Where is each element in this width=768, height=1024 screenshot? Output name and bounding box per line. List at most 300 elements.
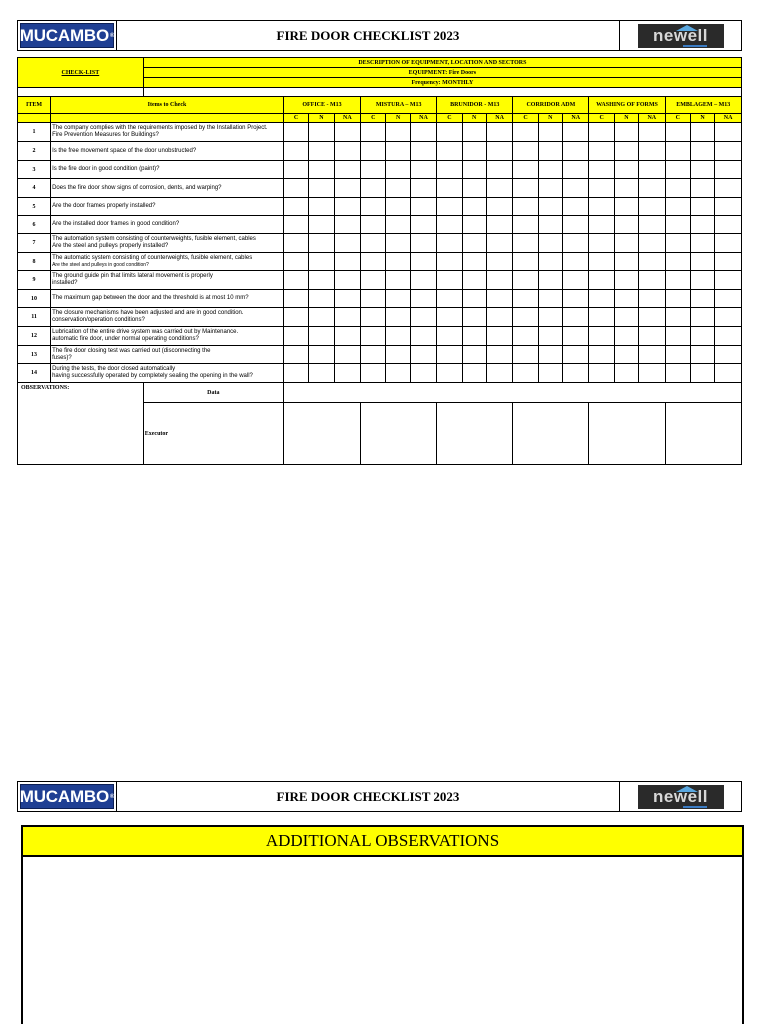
check-cell[interactable] <box>486 253 512 271</box>
check-cell[interactable] <box>309 308 334 327</box>
check-cell[interactable] <box>437 179 462 198</box>
check-cell[interactable] <box>589 290 614 308</box>
check-cell[interactable] <box>486 179 512 198</box>
check-cell[interactable] <box>665 234 690 253</box>
check-cell[interactable] <box>486 364 512 383</box>
check-cell[interactable] <box>437 346 462 364</box>
check-cell[interactable] <box>589 364 614 383</box>
check-cell[interactable] <box>690 142 714 161</box>
check-cell[interactable] <box>361 216 386 234</box>
observations-label: OBSERVATIONS: <box>18 383 144 465</box>
check-cell[interactable] <box>562 216 588 234</box>
check-cell[interactable] <box>334 308 360 327</box>
check-cell[interactable] <box>665 271 690 290</box>
check-cell[interactable] <box>462 271 486 290</box>
check-cell[interactable] <box>614 364 638 383</box>
check-cell[interactable] <box>361 198 386 216</box>
check-cell[interactable] <box>486 290 512 308</box>
check-cell[interactable] <box>639 161 665 179</box>
check-cell[interactable] <box>665 123 690 142</box>
check-cell[interactable] <box>462 308 486 327</box>
check-cell[interactable] <box>715 290 742 308</box>
check-cell[interactable] <box>538 253 562 271</box>
check-cell[interactable] <box>639 271 665 290</box>
check-cell[interactable] <box>690 179 714 198</box>
executor-signature-field[interactable] <box>361 403 437 465</box>
question-line-2: Is the fire door in good condition (paint)? <box>52 166 160 172</box>
check-cell[interactable] <box>283 327 308 346</box>
check-cell[interactable] <box>486 327 512 346</box>
question-line-2: Does the fire door show signs of corrosion, dents, and warping? <box>52 184 222 191</box>
check-cell[interactable] <box>283 161 308 179</box>
check-cell[interactable] <box>639 308 665 327</box>
check-cell[interactable] <box>690 123 714 142</box>
check-cell[interactable] <box>715 364 742 383</box>
status-label: N <box>690 114 714 123</box>
check-cell[interactable] <box>486 308 512 327</box>
check-cell[interactable] <box>410 308 436 327</box>
executor-signature-field[interactable] <box>513 403 589 465</box>
check-cell[interactable] <box>386 123 410 142</box>
check-cell[interactable] <box>386 234 410 253</box>
check-cell[interactable] <box>410 327 436 346</box>
check-cell[interactable] <box>462 216 486 234</box>
check-cell[interactable] <box>639 142 665 161</box>
check-cell[interactable] <box>715 271 742 290</box>
check-cell[interactable] <box>665 216 690 234</box>
check-cell[interactable] <box>715 308 742 327</box>
check-cell[interactable] <box>462 346 486 364</box>
mucambo-logo: MUCAMBO ® <box>20 784 114 809</box>
executor-signature-field[interactable] <box>437 403 513 465</box>
check-cell[interactable] <box>410 142 436 161</box>
check-cell[interactable] <box>538 308 562 327</box>
check-cell[interactable] <box>486 271 512 290</box>
check-cell[interactable] <box>410 198 436 216</box>
status-label: N <box>538 114 562 123</box>
check-cell[interactable] <box>361 271 386 290</box>
item-question <box>51 364 284 383</box>
check-cell[interactable] <box>486 142 512 161</box>
check-cell[interactable] <box>334 123 360 142</box>
check-cell[interactable] <box>538 364 562 383</box>
check-cell[interactable] <box>309 198 334 216</box>
check-cell[interactable] <box>486 161 512 179</box>
check-cell[interactable] <box>513 179 538 198</box>
check-cell[interactable] <box>562 364 588 383</box>
item-number: 12 <box>18 327 51 346</box>
check-cell[interactable] <box>562 161 588 179</box>
check-cell[interactable] <box>562 179 588 198</box>
checklist-row <box>18 179 742 198</box>
check-cell[interactable] <box>538 198 562 216</box>
check-cell[interactable] <box>386 216 410 234</box>
check-cell[interactable] <box>309 216 334 234</box>
item-question <box>51 327 284 346</box>
check-cell[interactable] <box>410 161 436 179</box>
check-cell[interactable] <box>513 253 538 271</box>
check-cell[interactable] <box>589 271 614 290</box>
check-cell[interactable] <box>361 253 386 271</box>
check-cell[interactable] <box>589 142 614 161</box>
check-cell[interactable] <box>690 290 714 308</box>
check-cell[interactable] <box>386 327 410 346</box>
check-cell[interactable] <box>410 271 436 290</box>
check-cell[interactable] <box>538 327 562 346</box>
check-cell[interactable] <box>462 364 486 383</box>
status-label: C <box>589 114 614 123</box>
check-cell[interactable] <box>690 308 714 327</box>
check-cell[interactable] <box>715 253 742 271</box>
check-cell[interactable] <box>614 346 638 364</box>
check-cell[interactable] <box>513 142 538 161</box>
check-cell[interactable] <box>386 142 410 161</box>
check-cell[interactable] <box>386 198 410 216</box>
check-cell[interactable] <box>437 308 462 327</box>
check-cell[interactable] <box>589 308 614 327</box>
check-cell[interactable] <box>361 123 386 142</box>
check-cell[interactable] <box>309 123 334 142</box>
check-cell[interactable] <box>513 327 538 346</box>
check-cell[interactable] <box>283 142 308 161</box>
check-cell[interactable] <box>614 271 638 290</box>
check-cell[interactable] <box>334 234 360 253</box>
check-cell[interactable] <box>589 198 614 216</box>
check-cell[interactable] <box>334 161 360 179</box>
check-cell[interactable] <box>513 271 538 290</box>
check-cell[interactable] <box>437 364 462 383</box>
question-line-1: The company complies with the requirements imposed by the Installation Project. <box>52 125 268 131</box>
check-cell[interactable] <box>513 290 538 308</box>
executor-signature-field[interactable] <box>283 403 360 465</box>
check-cell[interactable] <box>513 216 538 234</box>
check-cell[interactable] <box>513 198 538 216</box>
check-cell[interactable] <box>690 216 714 234</box>
check-cell[interactable] <box>614 253 638 271</box>
item-question <box>51 271 284 290</box>
check-cell[interactable] <box>334 253 360 271</box>
executor-signature-field[interactable] <box>665 403 741 465</box>
check-cell[interactable] <box>437 271 462 290</box>
item-number: 10 <box>18 290 51 308</box>
check-cell[interactable] <box>462 253 486 271</box>
check-cell[interactable] <box>486 198 512 216</box>
check-cell[interactable] <box>690 198 714 216</box>
check-cell[interactable] <box>437 290 462 308</box>
check-cell[interactable] <box>462 123 486 142</box>
check-cell[interactable] <box>639 364 665 383</box>
check-cell[interactable] <box>639 327 665 346</box>
check-cell[interactable] <box>410 216 436 234</box>
check-cell[interactable] <box>665 198 690 216</box>
check-cell[interactable] <box>589 161 614 179</box>
check-cell[interactable] <box>665 308 690 327</box>
document-title: FIRE DOOR CHECKLIST 2023 <box>116 782 620 811</box>
check-cell[interactable] <box>665 327 690 346</box>
check-cell[interactable] <box>486 123 512 142</box>
check-cell[interactable] <box>589 216 614 234</box>
check-cell[interactable] <box>386 271 410 290</box>
check-cell[interactable] <box>538 290 562 308</box>
check-cell[interactable] <box>614 327 638 346</box>
check-cell[interactable] <box>562 290 588 308</box>
newell-logo: newell <box>638 24 724 48</box>
check-cell[interactable] <box>589 253 614 271</box>
check-cell[interactable] <box>538 179 562 198</box>
check-cell[interactable] <box>334 179 360 198</box>
executor-signature-field[interactable] <box>589 403 665 465</box>
check-cell[interactable] <box>665 364 690 383</box>
check-cell[interactable] <box>361 346 386 364</box>
check-cell[interactable] <box>309 161 334 179</box>
check-cell[interactable] <box>562 253 588 271</box>
check-cell[interactable] <box>386 253 410 271</box>
check-cell[interactable] <box>309 142 334 161</box>
sector-header: WASHING OF FORMS <box>589 97 665 114</box>
check-cell[interactable] <box>361 234 386 253</box>
check-cell[interactable] <box>715 327 742 346</box>
check-cell[interactable] <box>614 123 638 142</box>
check-cell[interactable] <box>538 216 562 234</box>
check-cell[interactable] <box>309 290 334 308</box>
check-cell[interactable] <box>589 346 614 364</box>
check-cell[interactable] <box>334 364 360 383</box>
check-cell[interactable] <box>639 198 665 216</box>
check-cell[interactable] <box>283 308 308 327</box>
question-line-1: The fire door closing test was carried out (disconnecting the <box>52 347 211 354</box>
check-cell[interactable] <box>614 161 638 179</box>
check-cell[interactable] <box>690 234 714 253</box>
check-cell[interactable] <box>690 271 714 290</box>
check-cell[interactable] <box>410 290 436 308</box>
check-cell[interactable] <box>513 234 538 253</box>
check-cell[interactable] <box>513 123 538 142</box>
check-cell[interactable] <box>562 308 588 327</box>
check-cell[interactable] <box>639 179 665 198</box>
check-cell[interactable] <box>462 234 486 253</box>
date-field[interactable] <box>283 383 741 403</box>
check-cell[interactable] <box>715 142 742 161</box>
check-cell[interactable] <box>614 308 638 327</box>
check-cell[interactable] <box>462 142 486 161</box>
check-cell[interactable] <box>589 179 614 198</box>
check-cell[interactable] <box>715 216 742 234</box>
check-cell[interactable] <box>665 253 690 271</box>
check-cell[interactable] <box>513 308 538 327</box>
check-cell[interactable] <box>283 216 308 234</box>
check-cell[interactable] <box>283 290 308 308</box>
check-cell[interactable] <box>589 123 614 142</box>
check-cell[interactable] <box>486 216 512 234</box>
check-cell[interactable] <box>437 253 462 271</box>
check-cell[interactable] <box>690 161 714 179</box>
check-cell[interactable] <box>334 271 360 290</box>
check-cell[interactable] <box>614 216 638 234</box>
check-cell[interactable] <box>386 179 410 198</box>
check-cell[interactable] <box>715 179 742 198</box>
check-cell[interactable] <box>361 327 386 346</box>
check-cell[interactable] <box>437 234 462 253</box>
check-cell[interactable] <box>715 346 742 364</box>
check-cell[interactable] <box>562 346 588 364</box>
check-cell[interactable] <box>562 234 588 253</box>
check-cell[interactable] <box>334 142 360 161</box>
check-cell[interactable] <box>361 179 386 198</box>
check-cell[interactable] <box>334 290 360 308</box>
check-cell[interactable] <box>410 179 436 198</box>
check-cell[interactable] <box>538 142 562 161</box>
check-cell[interactable] <box>386 346 410 364</box>
check-cell[interactable] <box>437 123 462 142</box>
check-cell[interactable] <box>283 253 308 271</box>
check-cell[interactable] <box>309 327 334 346</box>
check-cell[interactable] <box>361 308 386 327</box>
check-cell[interactable] <box>614 234 638 253</box>
check-cell[interactable] <box>309 253 334 271</box>
check-cell[interactable] <box>639 123 665 142</box>
check-cell[interactable] <box>410 346 436 364</box>
check-cell[interactable] <box>665 179 690 198</box>
check-cell[interactable] <box>562 271 588 290</box>
check-cell[interactable] <box>309 271 334 290</box>
question-line-2: Is the free movement space of the door unobstructed? <box>52 147 197 154</box>
check-cell[interactable] <box>437 142 462 161</box>
item-number: 6 <box>18 216 51 234</box>
check-cell[interactable] <box>665 142 690 161</box>
check-cell[interactable] <box>715 123 742 142</box>
question-line-1: The maximum gap between the door and the threshold is at most 10 mm? <box>52 295 249 301</box>
check-cell[interactable] <box>283 179 308 198</box>
status-label: C <box>665 114 690 123</box>
check-cell[interactable] <box>715 234 742 253</box>
question-line-2: installed? <box>52 280 78 286</box>
check-cell[interactable] <box>513 346 538 364</box>
check-cell[interactable] <box>614 198 638 216</box>
check-cell[interactable] <box>538 234 562 253</box>
check-cell[interactable] <box>665 346 690 364</box>
check-cell[interactable] <box>513 364 538 383</box>
check-cell[interactable] <box>486 234 512 253</box>
check-cell[interactable] <box>283 123 308 142</box>
check-cell[interactable] <box>639 290 665 308</box>
check-cell[interactable] <box>361 161 386 179</box>
check-cell[interactable] <box>410 123 436 142</box>
check-cell[interactable] <box>690 346 714 364</box>
check-cell[interactable] <box>334 346 360 364</box>
question-line-2: having successfully operated by completely sealing the opening in the wall? <box>52 373 253 379</box>
check-cell[interactable] <box>334 327 360 346</box>
check-cell[interactable] <box>309 364 334 383</box>
check-cell[interactable] <box>309 234 334 253</box>
check-cell[interactable] <box>715 161 742 179</box>
check-cell[interactable] <box>562 123 588 142</box>
check-cell[interactable] <box>589 327 614 346</box>
item-number: 3 <box>18 161 51 179</box>
check-cell[interactable] <box>665 290 690 308</box>
check-cell[interactable] <box>437 198 462 216</box>
status-label: NA <box>334 114 360 123</box>
question-line-2: Are the steel and pulleys properly installed? <box>52 243 169 249</box>
check-cell[interactable] <box>538 161 562 179</box>
check-cell[interactable] <box>462 290 486 308</box>
check-cell[interactable] <box>639 346 665 364</box>
check-cell[interactable] <box>437 327 462 346</box>
check-cell[interactable] <box>386 364 410 383</box>
status-label: C <box>283 114 308 123</box>
check-cell[interactable] <box>283 198 308 216</box>
check-cell[interactable] <box>386 308 410 327</box>
checklist-row <box>18 327 742 346</box>
check-cell[interactable] <box>410 234 436 253</box>
check-cell[interactable] <box>562 142 588 161</box>
check-cell[interactable] <box>538 346 562 364</box>
check-cell[interactable] <box>462 179 486 198</box>
check-cell[interactable] <box>690 253 714 271</box>
check-cell[interactable] <box>361 364 386 383</box>
check-cell[interactable] <box>715 198 742 216</box>
check-cell[interactable] <box>462 161 486 179</box>
check-cell[interactable] <box>334 198 360 216</box>
question-line-1: During the tests, the door closed automatically <box>52 366 176 372</box>
check-cell[interactable] <box>361 290 386 308</box>
check-cell[interactable] <box>386 290 410 308</box>
item-header: ITEM <box>18 97 51 114</box>
check-cell[interactable] <box>437 161 462 179</box>
status-label: N <box>614 114 638 123</box>
check-cell[interactable] <box>309 346 334 364</box>
check-cell[interactable] <box>334 216 360 234</box>
checklist-row <box>18 271 742 290</box>
check-cell[interactable] <box>309 179 334 198</box>
question-line-2: Are the installed door frames in good condition? <box>52 221 180 227</box>
status-label: C <box>361 114 386 123</box>
check-cell[interactable] <box>690 364 714 383</box>
check-cell[interactable] <box>410 364 436 383</box>
check-cell[interactable] <box>462 198 486 216</box>
check-cell[interactable] <box>589 234 614 253</box>
check-cell[interactable] <box>538 123 562 142</box>
check-cell[interactable] <box>690 327 714 346</box>
status-label: NA <box>715 114 742 123</box>
check-cell[interactable] <box>361 142 386 161</box>
date-label: Data <box>143 383 283 403</box>
check-cell[interactable] <box>639 216 665 234</box>
check-cell[interactable] <box>386 161 410 179</box>
check-cell[interactable] <box>283 234 308 253</box>
check-cell[interactable] <box>513 161 538 179</box>
check-cell[interactable] <box>283 364 308 383</box>
check-cell[interactable] <box>486 346 512 364</box>
check-cell[interactable] <box>665 161 690 179</box>
status-label: N <box>462 114 486 123</box>
question-line-2: conservation/operation conditions? <box>52 317 145 323</box>
check-cell[interactable] <box>538 271 562 290</box>
checklist-row <box>18 290 742 308</box>
check-cell[interactable] <box>283 346 308 364</box>
check-cell[interactable] <box>639 253 665 271</box>
check-cell[interactable] <box>614 142 638 161</box>
check-cell[interactable] <box>283 271 308 290</box>
check-cell[interactable] <box>562 327 588 346</box>
checklist-row <box>18 234 742 253</box>
check-cell[interactable] <box>639 234 665 253</box>
check-cell[interactable] <box>437 216 462 234</box>
check-cell[interactable] <box>562 198 588 216</box>
check-cell[interactable] <box>462 327 486 346</box>
check-cell[interactable] <box>614 179 638 198</box>
check-cell[interactable] <box>410 253 436 271</box>
check-cell[interactable] <box>614 290 638 308</box>
